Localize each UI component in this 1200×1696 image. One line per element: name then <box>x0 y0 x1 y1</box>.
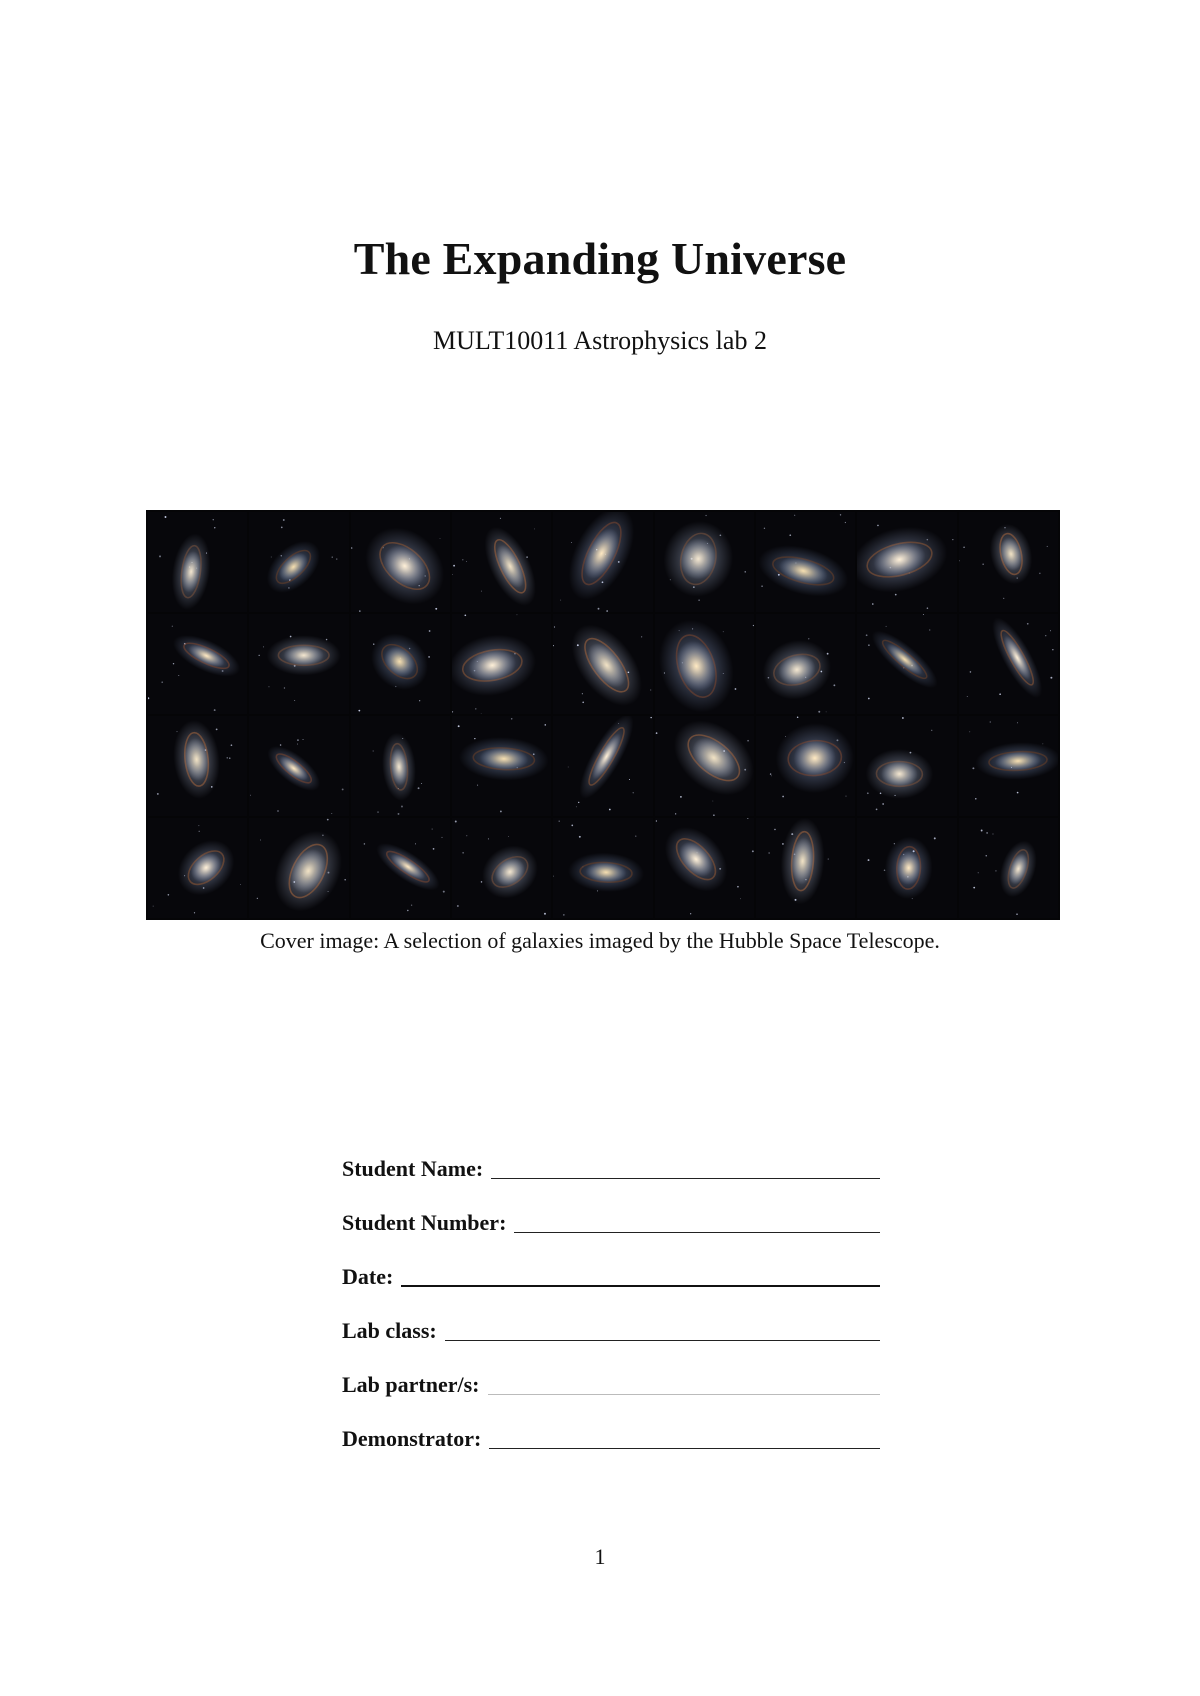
student-name-label: Student Name: <box>342 1156 484 1181</box>
galaxy-thumbnail <box>655 818 754 918</box>
galaxy-thumbnail <box>452 512 551 612</box>
student-details-form <box>342 1128 880 1452</box>
galaxy-thumbnail <box>452 614 551 714</box>
date-field[interactable] <box>401 1265 880 1287</box>
galaxy-thumbnail <box>148 818 247 918</box>
date-row <box>342 1236 880 1290</box>
galaxy-thumbnail <box>553 614 652 714</box>
galaxy-thumbnail <box>351 818 450 918</box>
demonstrator-label: Demonstrator: <box>342 1426 482 1451</box>
galaxy-thumbnail <box>351 716 450 816</box>
galaxy-thumbnail <box>857 818 956 918</box>
galaxy-thumbnail <box>655 614 754 714</box>
galaxy-thumbnail <box>959 614 1058 714</box>
student-number-row <box>342 1182 880 1236</box>
cover-caption: Cover image: A selection of galaxies imaged by the Hubble Space Telescope. <box>260 928 940 953</box>
galaxy-thumbnail <box>655 512 754 612</box>
student-name-field[interactable] <box>491 1158 880 1179</box>
demonstrator-row <box>342 1398 880 1452</box>
galaxy-thumbnail <box>959 716 1058 816</box>
galaxy-thumbnail <box>553 818 652 918</box>
galaxy-thumbnail <box>756 614 855 714</box>
galaxy-thumbnail <box>148 614 247 714</box>
galaxy-thumbnail <box>351 614 450 714</box>
galaxy-thumbnail <box>148 716 247 816</box>
galaxy-thumbnail <box>553 512 652 612</box>
galaxy-thumbnail <box>249 716 348 816</box>
galaxy-thumbnail <box>756 716 855 816</box>
galaxy-thumbnail <box>553 716 652 816</box>
student-number-field[interactable] <box>514 1212 880 1233</box>
date-label: Date: <box>342 1264 394 1289</box>
student-name-row <box>342 1128 880 1182</box>
galaxy-thumbnail <box>857 614 956 714</box>
galaxy-thumbnail <box>351 512 450 612</box>
galaxy-thumbnail <box>249 614 348 714</box>
lab-class-label: Lab class: <box>342 1318 437 1343</box>
galaxy-thumbnail <box>249 818 348 918</box>
galaxy-thumbnail <box>756 512 855 612</box>
galaxy-thumbnail <box>959 818 1058 918</box>
lab-partners-field[interactable] <box>488 1374 881 1395</box>
cover-image-galaxy-grid <box>146 510 1060 920</box>
lab-partners-row <box>342 1344 880 1398</box>
galaxy-thumbnail <box>655 716 754 816</box>
galaxy-thumbnail <box>959 512 1058 612</box>
galaxy-thumbnail <box>756 818 855 918</box>
galaxy-thumbnail <box>857 716 956 816</box>
document-subtitle: MULT10011 Astrophysics lab 2 <box>433 326 767 355</box>
lab-partners-label: Lab partner/s: <box>342 1372 480 1397</box>
galaxy-thumbnail <box>452 818 551 918</box>
galaxy-thumbnail <box>148 512 247 612</box>
student-number-label: Student Number: <box>342 1210 507 1235</box>
galaxy-thumbnail <box>452 716 551 816</box>
document-title: The Expanding Universe <box>353 233 847 284</box>
lab-class-row <box>342 1290 880 1344</box>
demonstrator-field[interactable] <box>489 1428 880 1449</box>
galaxy-thumbnail <box>249 512 348 612</box>
page-number: 1 <box>594 1544 606 1569</box>
lab-class-field[interactable] <box>445 1320 880 1341</box>
galaxy-thumbnail <box>857 512 956 612</box>
